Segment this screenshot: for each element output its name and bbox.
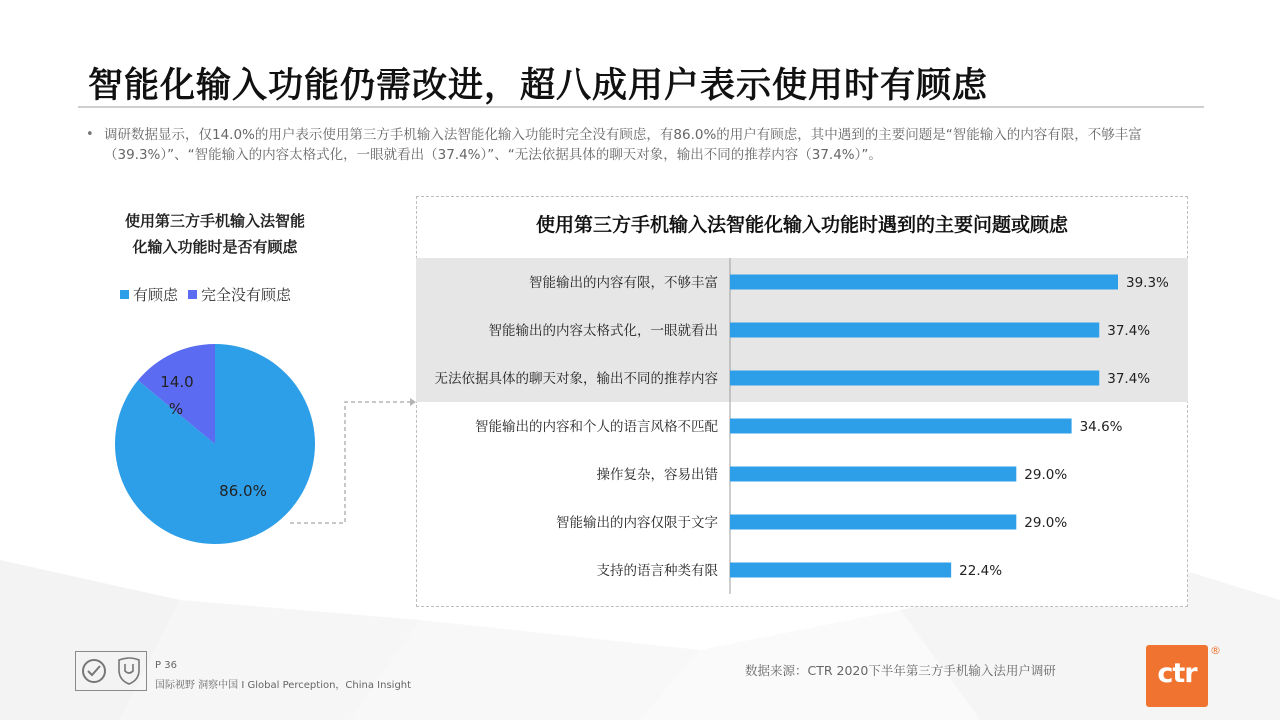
pie-title-line-2: 化输入功能时是否有顾虑: [132, 238, 298, 256]
ctr-logo: [1146, 645, 1208, 707]
bullet-marker: •: [86, 127, 94, 142]
registered-mark: ®: [1210, 644, 1221, 657]
category-label-5: 智能输出的内容仅限于文字: [556, 515, 718, 531]
pie-label-concerned: 86.0%: [219, 482, 267, 500]
bar-5: [730, 515, 1016, 530]
category-label-6: 支持的语言种类有限: [596, 563, 718, 579]
legend-swatch-concerned: [120, 290, 129, 299]
pie-title-line-1: 使用第三方手机输入法智能: [124, 212, 305, 230]
bar-chart-title: 使用第三方手机输入法智能化输入功能时遇到的主要问题或顾虑: [535, 214, 1068, 236]
logo-text: ctr: [1157, 658, 1197, 689]
pie-chart: [100, 330, 340, 560]
page-title: 智能化输入功能仍需改进，超八成用户表示使用时有顾虑: [88, 66, 989, 106]
legend-label-concerned: 有顾虑: [133, 286, 179, 304]
pie-label-no-concern-line-2: %: [168, 400, 184, 418]
category-label-0: 智能输出的内容有限，不够丰富: [529, 275, 718, 291]
bar-0: [730, 275, 1118, 290]
legend-label-no-concern: 完全没有顾虑: [201, 286, 292, 304]
value-label-4: 29.0%: [1024, 467, 1068, 483]
category-label-4: 操作复杂，容易出错: [596, 467, 718, 483]
bar-4: [730, 467, 1016, 482]
legend-swatch-no-concern: [188, 290, 197, 299]
value-label-6: 22.4%: [959, 563, 1003, 579]
category-label-3: 智能输出的内容和个人的语言风格不匹配: [475, 419, 718, 435]
footer-info: [155, 656, 411, 696]
bar-3: [730, 419, 1072, 434]
certification-badges: [75, 651, 147, 691]
pie-label-no-concern-line-1: 14.0: [160, 373, 194, 391]
bar-6: [730, 563, 951, 578]
pie-chart-title: [100, 208, 330, 260]
category-label-1: 智能输出的内容太格式化，一眼就看出: [488, 323, 718, 339]
summary-text: 调研数据显示，仅14.0%的用户表示使用第三方手机输入法智能化输入功能时完全没有顾虑，有86.0%的用户有顾虑，其中遇到的主要问题是“智能输入的内容有限，不够丰富（39.3%）”、“智能输入的内容太格式化，一眼就看出（37.4%）”、“无法依据具体的聊天对象，输出不同的推荐内容（37.4%）”。: [104, 127, 1142, 163]
quality-cert-icon: [76, 652, 111, 690]
footer-slogan: 国际视野 洞察中国 I Global Perception，China Insight: [155, 680, 412, 691]
ukas-cert-icon: [111, 652, 146, 690]
value-label-0: 39.3%: [1126, 275, 1169, 291]
legend-item-no-concern: [188, 284, 291, 305]
bar-chart: [416, 258, 1188, 598]
data-source: 数据来源：CTR 2020下半年第三方手机输入法用户调研: [745, 663, 1056, 678]
pie-legend: [120, 284, 297, 305]
title-divider: [78, 106, 1204, 108]
page-number: P 36: [155, 660, 177, 671]
value-label-2: 37.4%: [1107, 371, 1151, 387]
category-label-2: 无法依据具体的聊天对象，输出不同的推荐内容: [434, 371, 718, 387]
value-label-1: 37.4%: [1107, 323, 1151, 339]
value-label-3: 34.6%: [1079, 419, 1123, 435]
value-label-5: 29.0%: [1024, 515, 1068, 531]
bar-2: [730, 371, 1099, 386]
legend-item-concerned: [120, 284, 178, 305]
bar-1: [730, 323, 1099, 338]
